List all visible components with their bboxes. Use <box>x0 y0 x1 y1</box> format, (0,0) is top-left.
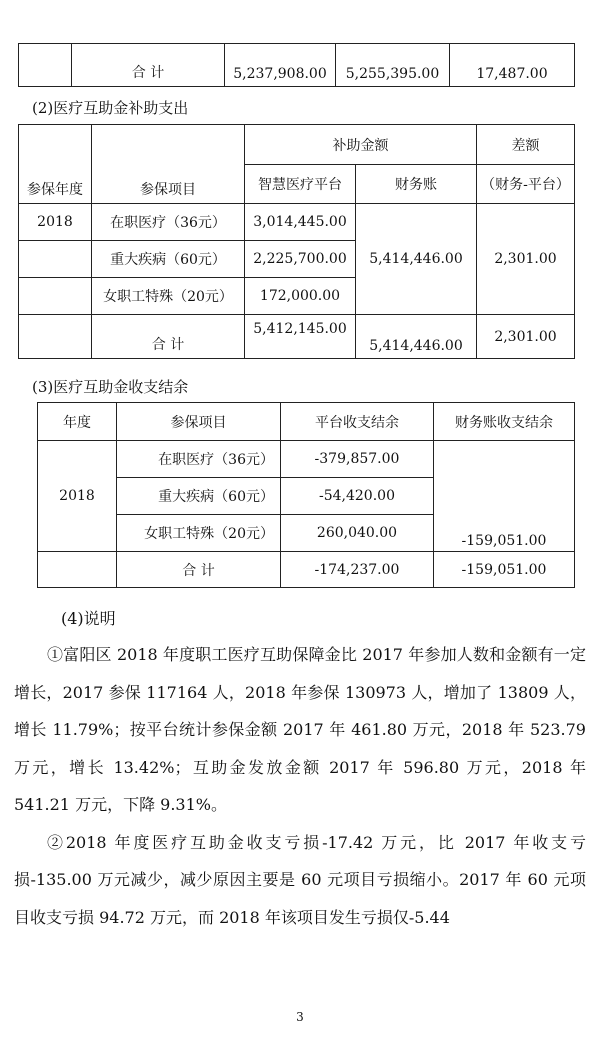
item-cell: 女职工特殊（20元） <box>117 515 281 552</box>
table-cell: 5,255,395.00 <box>336 44 450 87</box>
year-cell <box>19 315 92 359</box>
header-year: 年度 <box>38 403 117 441</box>
year-cell: 2018 <box>19 204 92 241</box>
table-row <box>38 403 575 441</box>
header-diff: 差额 <box>477 125 575 165</box>
year-cell <box>19 278 92 315</box>
item-cell: 女职工特殊（20元） <box>92 278 245 315</box>
platform-cell: 172,000.00 <box>245 278 356 315</box>
year-cell: 2018 <box>38 441 117 552</box>
table-cell: 5,237,908.00 <box>225 44 336 87</box>
total-platform: -174,237.00 <box>281 552 434 588</box>
total-finance: -159,051.00 <box>434 552 575 588</box>
total-label: 合 计 <box>117 552 281 588</box>
platform-cell: 2,225,700.00 <box>245 241 356 278</box>
header-item: 参保项目 <box>92 125 245 204</box>
year-cell <box>38 552 117 588</box>
header-subsidy: 补助金额 <box>245 125 477 165</box>
total-finance: 5,414,446.00 <box>356 315 477 359</box>
table-row <box>19 125 575 165</box>
table-row <box>19 44 575 87</box>
platform-cell: -54,420.00 <box>281 478 434 515</box>
table-cell: 17,487.00 <box>450 44 575 87</box>
finance-cell: -159,051.00 <box>434 441 575 552</box>
table-row <box>38 552 575 588</box>
table-row <box>38 441 575 478</box>
platform-cell: -379,857.00 <box>281 441 434 478</box>
page-number: 3 <box>296 1010 304 1024</box>
table-cell <box>19 44 72 87</box>
section-title: (2)医疗互助金补助支出 <box>32 99 189 117</box>
platform-cell: 3,014,445.00 <box>245 204 356 241</box>
paragraph: ②2018 年度医疗互助金收支亏损-17.42 万元，比 2017 年收支亏损-135.00 万元减少，减少原因主要是 60 元项目亏损缩小。2017 年 60 元项目收支亏损 94.72 万元，而 2018 年该项目发生亏损仅-5.44 <box>14 832 586 927</box>
explanation-text <box>14 636 586 936</box>
item-cell: 重大疾病（60元） <box>117 478 281 515</box>
diff-cell: 2,301.00 <box>477 204 575 315</box>
header-year: 参保年度 <box>19 125 92 204</box>
header-item: 参保项目 <box>117 403 281 441</box>
item-cell: 在职医疗（36元） <box>117 441 281 478</box>
year-cell <box>19 241 92 278</box>
subsidy-table <box>18 124 575 359</box>
table1 <box>18 43 575 87</box>
header-finance: 财务账 <box>356 165 477 204</box>
header-diff-sub: （财务-平台） <box>477 165 575 204</box>
section-title: (4)说明 <box>61 609 116 628</box>
section-title: (3)医疗互助金收支结余 <box>32 378 189 396</box>
item-cell: 重大疾病（60元） <box>92 241 245 278</box>
total-platform: 5,412,145.00 <box>245 315 356 359</box>
header-platform: 智慧医疗平台 <box>245 165 356 204</box>
header-platform: 平台收支结余 <box>281 403 434 441</box>
total-label: 合 计 <box>92 315 245 359</box>
table-row <box>19 204 575 241</box>
total-label: 合 计 <box>72 44 225 87</box>
table-row <box>19 315 575 359</box>
finance-cell: 5,414,446.00 <box>356 204 477 315</box>
total-diff: 2,301.00 <box>477 315 575 359</box>
platform-cell: 260,040.00 <box>281 515 434 552</box>
paragraph: ①富阳区 2018 年度职工医疗互助保障金比 2017 年参加人数和金额有一定增长，2017 参保 117164 人，2018 年参保 130973 人，增加了 13809 人，增长 11.79%；按平台统计参保金额 2017 年 461.80 万元，2018 年 523.79 万元，增长 13.42%；互助金发放金额 2017 年 596.80 万元，2018 年 541.21 万元，下降 9.31%。 <box>14 645 586 814</box>
balance-table <box>37 402 575 588</box>
item-cell: 在职医疗（36元） <box>92 204 245 241</box>
header-finance: 财务账收支结余 <box>434 403 575 441</box>
